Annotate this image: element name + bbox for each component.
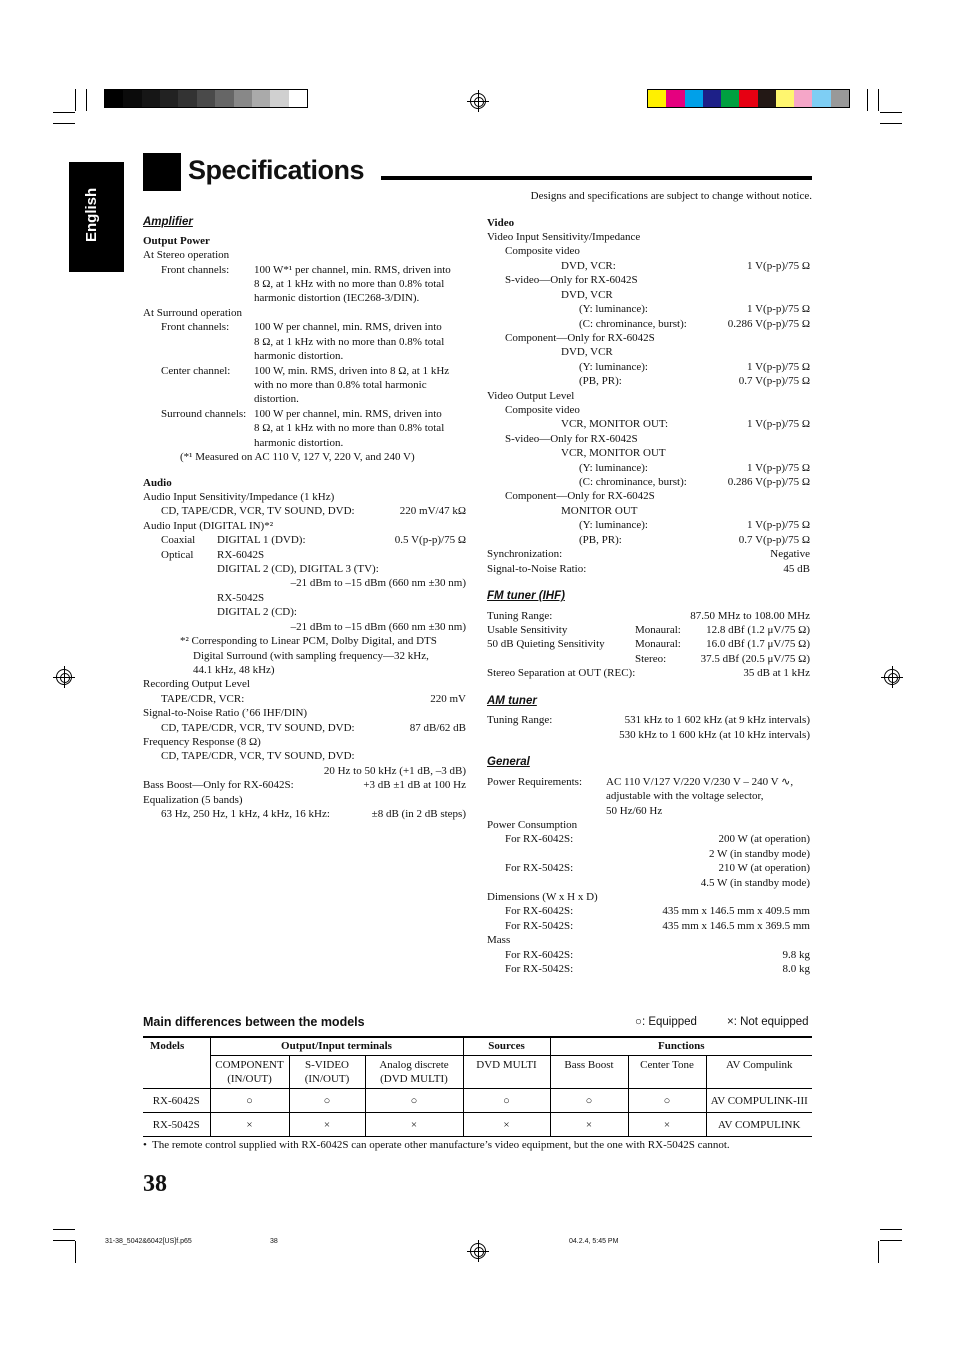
spec-value: AC 110 V/127 V/220 V/230 V – 240 V ∿, (606, 776, 794, 788)
spec-label: VCR, MONITOR OUT (561, 447, 666, 459)
spec-label: DVD, VCR (561, 346, 613, 358)
footnote: Digital Surround (with sampling frequency—32 kHz, (193, 650, 429, 662)
audio-heading: Audio (143, 477, 172, 489)
model-cell: RX-5042S (152, 1119, 200, 1131)
crop-mark (880, 112, 902, 113)
feature-cell: × (550, 1113, 628, 1137)
spec-value: 50 Hz/60 Hz (606, 805, 663, 817)
spec-value: adjustable with the voltage selector, (606, 790, 764, 802)
spec-value: 1 V(p-p)/75 Ω (747, 418, 810, 430)
spec-value: 45 dB (783, 563, 810, 575)
table-row (143, 1089, 812, 1113)
spec-label: (PB, PR): (579, 375, 622, 387)
spec-text: distortion. (254, 393, 299, 405)
spec-text: 100 W, min. RMS, driven into 8 Ω, at 1 kHz (254, 365, 450, 377)
spec-label: Power Requirements: (487, 776, 583, 788)
sub-svideo-line1: S-VIDEO (305, 1059, 349, 1071)
spec-label: Component—Only for RX-6042S (505, 332, 655, 344)
output-power-label: Output Power (143, 235, 210, 247)
sub-analog (365, 1056, 463, 1089)
col-models: Models (150, 1040, 185, 1052)
spec-label: DVD, VCR: (561, 260, 616, 272)
spec-label: Monaural: (635, 638, 681, 650)
spec-value: –21 dBm to –15 dBm (660 nm ±30 nm) (290, 621, 466, 633)
spec-label: Bass Boost—Only for RX-6042S: (143, 779, 294, 791)
spec-label: (PB, PR): (579, 534, 622, 546)
crop-mark (86, 89, 87, 111)
language-side-tab (69, 162, 124, 272)
spec-text: harmonic distortion (IEC268-3/DIN). (254, 292, 420, 304)
feature-cell: × (210, 1113, 289, 1137)
spec-text: 100 W*¹ per channel, min. RMS, driven into (254, 264, 451, 276)
spec-label: Audio Input (DIGITAL IN)*² (143, 520, 274, 532)
spec-label: Frequency Response (8 Ω) (143, 736, 261, 748)
footnote: *² Corresponding to Linear PCM, Dolby Digital, and DTS (180, 635, 437, 647)
feature-cell: ○ (365, 1089, 463, 1113)
spec-value: 0.5 V(p-p)/75 Ω (394, 534, 466, 546)
spec-label: Dimensions (W x H x D) (487, 891, 598, 903)
video-heading: Video (487, 217, 515, 229)
spec-value: 0.7 V(p-p)/75 Ω (738, 375, 810, 387)
spec-label: Audio Input Sensitivity/Impedance (1 kHz) (143, 491, 335, 503)
spec-text: 8 Ω, at 1 kHz with no more than 0.8% total (254, 278, 445, 290)
spec-value: Negative (770, 548, 810, 560)
col-sources: Sources (463, 1037, 550, 1056)
spec-value: 1 V(p-p)/75 Ω (747, 303, 810, 315)
spec-label: Stereo: (635, 653, 667, 665)
spec-text: harmonic distortion. (254, 437, 344, 449)
spec-label: DIGITAL 1 (DVD): (217, 534, 306, 546)
spec-label: Power Consumption (487, 819, 578, 831)
legend-not-equipped: ×: Not equipped (727, 1016, 809, 1028)
spec-label: 63 Hz, 250 Hz, 1 kHz, 4 kHz, 16 kHz: (161, 808, 330, 820)
registration-mark-icon (884, 669, 900, 685)
spec-value: 2 W (in standby mode) (708, 848, 810, 860)
color-bar (647, 89, 850, 108)
spec-label: Equalization (5 bands) (143, 794, 243, 806)
sub-dvd-multi: DVD MULTI (463, 1056, 550, 1089)
spec-label: For RX-6042S: (505, 905, 574, 917)
spec-text: 8 Ω, at 1 kHz with no more than 0.8% total (254, 336, 445, 348)
sub-analog-line1: Analog discrete (379, 1059, 449, 1071)
sub-av-compulink: AV Compulink (706, 1056, 812, 1089)
spec-value: 1 V(p-p)/75 Ω (747, 462, 810, 474)
feature-cell: × (628, 1113, 706, 1137)
crop-mark (880, 1229, 902, 1230)
spec-label: Monaural: (635, 624, 681, 636)
spec-value: +3 dB ±1 dB at 100 Hz (363, 779, 466, 791)
spec-label: 50 dB Quieting Sensitivity (487, 638, 605, 650)
spec-label: Mass (487, 934, 511, 946)
crop-mark (867, 89, 868, 111)
feature-cell: ○ (628, 1089, 706, 1113)
spec-value: 220 mV (430, 693, 466, 705)
spec-label: (C: chrominance, burst): (579, 318, 687, 330)
registration-mark-icon (470, 93, 486, 109)
differences-heading: Main differences between the models (143, 1015, 365, 1029)
model-cell: RX-6042S (152, 1095, 200, 1107)
remote-note: The remote control supplied with RX-6042S can operate other manufacture’s video equipment, but the one with RX-5042S cannot. (152, 1139, 730, 1151)
feature-cell: × (289, 1113, 365, 1137)
spec-value: 9.8 kg (782, 949, 810, 961)
spec-label: MONITOR OUT (561, 505, 638, 517)
footer-date: 04.2.4, 5:45 PM (569, 1238, 619, 1245)
spec-label: CD, TAPE/CDR, VCR, TV SOUND, DVD: (161, 750, 355, 762)
spec-label: Signal-to-Noise Ratio: (487, 563, 587, 575)
crop-mark (53, 1240, 75, 1241)
spec-value: 8.0 kg (782, 963, 810, 975)
sub-svideo-line2: (IN/OUT) (304, 1073, 350, 1085)
crop-mark (75, 89, 76, 111)
col-output-terminals: Output/Input terminals (210, 1037, 463, 1056)
spec-value: 35 dB at 1 kHz (743, 667, 810, 679)
spec-value: 531 kHz to 1 602 kHz (at 9 kHz intervals) (624, 714, 810, 726)
spec-value: 87.50 MHz to 108.00 MHz (690, 610, 810, 622)
spec-label: DIGITAL 2 (CD), DIGITAL 3 (TV): (217, 563, 379, 575)
table-row (143, 1113, 812, 1137)
spec-label: CD, TAPE/CDR, VCR, TV SOUND, DVD: (161, 722, 355, 734)
spec-label: Stereo Separation at OUT (REC): (487, 667, 636, 679)
feature-cell: ○ (289, 1089, 365, 1113)
sub-bass-boost: Bass Boost (550, 1056, 628, 1089)
legend-equipped: ○: Equipped (635, 1016, 697, 1028)
spec-value: 530 kHz to 1 600 kHz (at 10 kHz intervals) (619, 729, 810, 741)
sub-component (210, 1056, 289, 1089)
spec-text: with no more than 0.8% total harmonic (254, 379, 427, 391)
sub-analog-line2: (DVD MULTI) (380, 1073, 448, 1085)
spec-value: 37.5 dBf (20.5 μV/75 Ω) (700, 653, 810, 665)
spec-label: For RX-6042S: (505, 833, 574, 845)
spec-text: harmonic distortion. (254, 350, 344, 362)
spec-value: 12.8 dBf (1.2 μV/75 Ω) (706, 624, 810, 636)
spec-label: Synchronization: (487, 548, 563, 560)
center-label: Center channel: (161, 365, 231, 377)
spec-value: 200 W (at operation) (718, 833, 810, 845)
spec-label: Recording Output Level (143, 678, 250, 690)
spec-label: (Y: luminance): (579, 519, 648, 531)
spec-value: 1 V(p-p)/75 Ω (747, 260, 810, 272)
spec-label: Composite video (505, 245, 580, 257)
feature-cell: ○ (463, 1089, 550, 1113)
spec-value: 0.7 V(p-p)/75 Ω (738, 534, 810, 546)
page-title: Specifications (188, 155, 365, 185)
crop-mark (878, 1241, 879, 1263)
grayscale-bar (104, 89, 308, 108)
spec-label: S-video—Only for RX-6042S (505, 274, 638, 286)
spec-value: 4.5 W (in standby mode) (700, 877, 810, 889)
spec-value: 220 mV/47 kΩ (399, 505, 466, 517)
am-heading: AM tuner (487, 695, 537, 707)
feature-cell: × (365, 1113, 463, 1137)
spec-value: 16.0 dBf (1.7 μV/75 Ω) (706, 638, 810, 650)
spec-label: Composite video (505, 404, 580, 416)
spec-value: 435 mm x 146.5 mm x 369.5 mm (662, 920, 810, 932)
stereo-op-label: At Stereo operation (143, 249, 230, 261)
feature-cell: AV COMPULINK (706, 1113, 812, 1137)
spec-label: (C: chrominance, burst): (579, 476, 687, 488)
page-number: 38 (143, 1171, 167, 1197)
feature-cell: ○ (550, 1089, 628, 1113)
spec-label: Component—Only for RX-6042S (505, 490, 655, 502)
spec-label: DIGITAL 2 (CD): (217, 606, 297, 618)
crop-mark (53, 1229, 75, 1230)
sub-center-tone: Center Tone (628, 1056, 706, 1089)
spec-label: (Y: luminance): (579, 303, 648, 315)
spec-label: Tuning Range: (487, 714, 553, 726)
spec-label: Video Output Level (487, 390, 575, 402)
crop-mark (75, 1241, 76, 1263)
spec-text: 100 W per channel, min. RMS, driven into (254, 408, 442, 420)
surround-op-label: At Surround operation (143, 307, 242, 319)
spec-label: DVD, VCR (561, 289, 613, 301)
col-functions: Functions (550, 1037, 812, 1056)
title-block (143, 153, 181, 191)
surround-label: Surround channels: (161, 408, 247, 420)
crop-mark (878, 89, 879, 111)
general-heading: General (487, 756, 530, 768)
spec-label: Signal-to-Noise Ratio (’66 IHF/DIN) (143, 707, 308, 719)
sub-component-line1: COMPONENT (215, 1059, 284, 1071)
feature-cell: AV COMPULINK-III (706, 1089, 812, 1113)
spec-value: ±8 dB (in 2 dB steps) (371, 808, 466, 820)
spec-label: Video Input Sensitivity/Impedance (487, 231, 641, 243)
spec-label: RX-6042S (217, 549, 265, 561)
spec-label: TAPE/CDR, VCR: (161, 693, 245, 705)
fm-heading: FM tuner (IHF) (487, 590, 565, 602)
registration-mark-icon (56, 669, 72, 685)
spec-label: For RX-6042S: (505, 949, 574, 961)
spec-value: 1 V(p-p)/75 Ω (747, 519, 810, 531)
notice-text: Designs and specifications are subject to change without notice. (530, 190, 812, 202)
spec-label: Coaxial (161, 534, 196, 546)
spec-value: 87 dB/62 dB (409, 722, 466, 734)
registration-mark-icon (470, 1243, 486, 1259)
footnote: (*¹ Measured on AC 110 V, 127 V, 220 V, and 240 V) (180, 451, 415, 463)
footer-page: 38 (270, 1238, 278, 1245)
spec-value: 20 Hz to 50 kHz (+1 dB, –3 dB) (323, 765, 466, 777)
crop-mark (880, 123, 902, 124)
front-label: Front channels: (161, 264, 230, 276)
feature-cell: × (463, 1113, 550, 1137)
spec-text: 8 Ω, at 1 kHz with no more than 0.8% total (254, 422, 445, 434)
amplifier-heading: Amplifier (143, 216, 193, 228)
spec-label: Usable Sensitivity (487, 624, 568, 636)
spec-value: 435 mm x 146.5 mm x 409.5 mm (662, 905, 810, 917)
spec-value: 0.286 V(p-p)/75 Ω (727, 318, 810, 330)
spec-label: Tuning Range: (487, 610, 553, 622)
spec-label: (Y: luminance): (579, 361, 648, 373)
sub-svideo (289, 1056, 365, 1089)
spec-label: Optical (161, 549, 194, 561)
spec-label: VCR, MONITOR OUT: (561, 418, 669, 430)
crop-mark (53, 112, 75, 113)
crop-mark (53, 123, 75, 124)
feature-cell: ○ (210, 1089, 289, 1113)
footnote: 44.1 kHz, 48 kHz) (193, 664, 275, 676)
spec-value: 210 W (at operation) (718, 862, 810, 874)
spec-label: RX-5042S (217, 592, 265, 604)
spec-label: For RX-5042S: (505, 963, 574, 975)
spec-value: –21 dBm to –15 dBm (660 nm ±30 nm) (290, 577, 466, 589)
spec-value: 1 V(p-p)/75 Ω (747, 361, 810, 373)
spec-text: 100 W per channel, min. RMS, driven into (254, 321, 442, 333)
spec-label: CD, TAPE/CDR, VCR, TV SOUND, DVD: (161, 505, 355, 517)
footer-file: 31-38_5042&6042[US]f.p65 (105, 1238, 192, 1245)
spec-value: 0.286 V(p-p)/75 Ω (727, 476, 810, 488)
bullet-icon: • (143, 1139, 147, 1151)
title-rule (381, 176, 812, 180)
differences-table (143, 1037, 812, 1137)
spec-label: (Y: luminance): (579, 462, 648, 474)
sub-component-line2: (IN/OUT) (227, 1073, 272, 1085)
spec-label: For RX-5042S: (505, 862, 574, 874)
crop-mark (880, 1240, 902, 1241)
side-tab-label: English (83, 187, 100, 242)
spec-label: S-video—Only for RX-6042S (505, 433, 638, 445)
spec-label: For RX-5042S: (505, 920, 574, 932)
front-label: Front channels: (161, 321, 230, 333)
